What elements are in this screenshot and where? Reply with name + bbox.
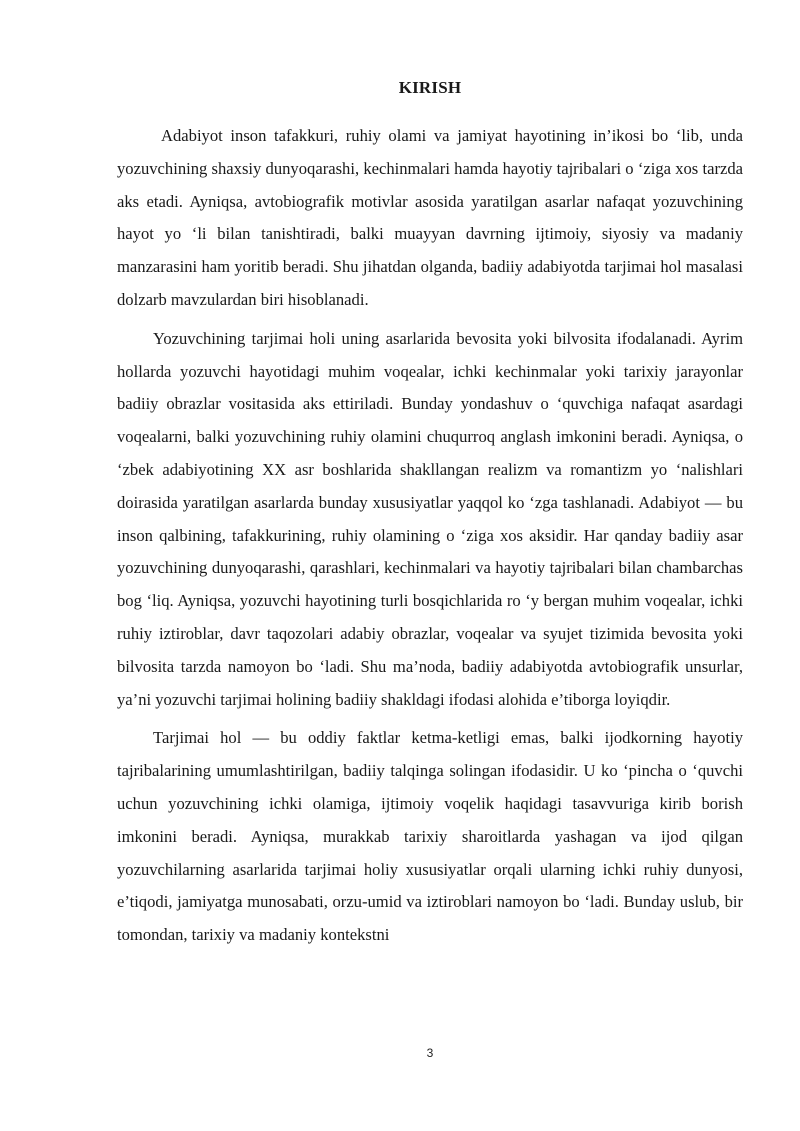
body-text bbox=[117, 120, 743, 958]
paragraph-2: Yozuvchining tarjimai holi uning asarlarida bevosita yoki bilvosita ifodalanadi. Ayrim hollarda yozuvchi hayotidagi muhim voqealar, ichki kechinmalar yoki tarixiy jarayonlar badiiy obrazlar vositasida aks ettiriladi. Bunday yondashuv o ‘quvchiga nafaqat asardagi voqealarni, balki yozuvchining ruhiy olamini chuqurroq anglash imkonini beradi. Ayniqsa, o ‘zbek adabiyotining XX asr boshlarida shakllangan realizm va romantizm yo ‘nalishlari doirasida yaratilgan asarlarda bunday xususiyatlar yaqqol ko ‘zga tashlanadi. Adabiyot — bu inson qalbining, tafakkurining, ruhiy olamining o ‘ziga xos aksidir. Har qanday badiiy asar yozuvchining dunyoqarashi, qarashlari, kechinmalari va hayotiy tajribalari bilan chambarchas bog ‘liq. Ayniqsa, yozuvchi hayotining turli bosqichlarida ro ‘y bergan muhim voqealar, ichki ruhiy iztiroblar, davr taqozolari adabiy obrazlar, voqealar va syujet tizimida bevosita yoki bilvosita tarzda namoyon bo ‘ladi. Shu ma’noda, badiiy adabiyotda avtobiografik unsurlar, ya’ni yozuvchi tarjimai holining badiiy shakldagi ifodasi alohida e’tiborga loyiqdir. bbox=[117, 328, 743, 709]
paragraph-3: Tarjimai hol — bu oddiy faktlar ketma-ketligi emas, balki ijodkorning hayotiy tajribalarining umumlashtirilgan, badiiy talqinga solingan ifodasidir. U ko ‘pincha o ‘quvchi uchun yozuvchining ichki olamiga, ijtimoiy voqelik haqidagi tasavvuriga kirib borish imkonini beradi. Ayniqsa, murakkab tarixiy sharoitlarda yashagan va ijod qilgan yozuvchilarning asarlarida tarjimai holiy xususiyatlar orqali ularning ichki ruhiy dunyosi, e’tiqodi, jamiyatga munosabati, orzu-umid va iztiroblari namoyon bo ‘ladi. Bunday uslub, bir tomondan, tarixiy va madaniy kontekstni bbox=[117, 728, 743, 945]
page-number: 3 bbox=[426, 1046, 434, 1060]
page-title: KIRISH bbox=[398, 78, 462, 97]
document-page bbox=[117, 0, 743, 1131]
paragraph-1: Adabiyot inson tafakkuri, ruhiy olami va jamiyat hayotining in’ikosi bo ‘lib, unda yozuvchining shaxsiy dunyoqarashi, kechinmalari hamda hayotiy tajribalari o ‘ziga xos tarzda aks etadi. Ayniqsa, avtobiografik motivlar asosida yaratilgan asarlar nafaqat yozuvchining hayot yo ‘li bilan tanishtiradi, balki muayyan davrning ijtimoiy, siyosiy va madaniy manzarasini ham yoritib beradi. Shu jihatdan olganda, badiiy adabiyotda tarjimai hol masalasi dolzarb mavzulardan biri hisoblanadi. bbox=[117, 126, 743, 309]
